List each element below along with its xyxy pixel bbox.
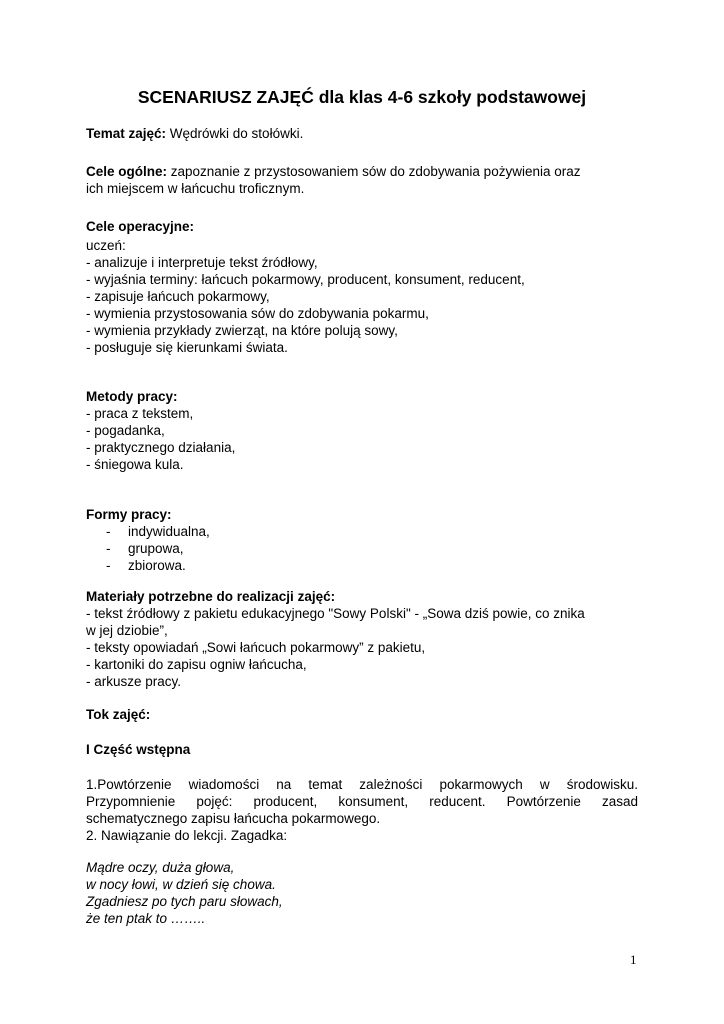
- part1-line3: schematycznego zapisu łańcucha pokarmowego.: [86, 811, 381, 826]
- forms-section: [86, 506, 638, 574]
- list-item: - praktycznego działania,: [86, 440, 236, 455]
- part1-line4: 2. Nawiązanie do lekcji. Zagadka:: [86, 828, 288, 843]
- general-goals-line2: ich miejscem w łańcuchu troficznym.: [86, 181, 305, 196]
- riddle-line: że ten ptak to ……..: [86, 911, 206, 926]
- part1-line2: Przypomnienie pojęć: producent, konsument, reducent. Powtórzenie zasad: [86, 794, 638, 809]
- materials-heading: Materiały potrzebne do realizacji zajęć:: [86, 589, 336, 604]
- topic-label: Temat zajęć:: [86, 126, 167, 141]
- list-item: - śniegowa kula.: [86, 457, 184, 472]
- list-item: - wyjaśnia terminy: łańcuch pokarmowy, producent, konsument, reducent,: [86, 272, 525, 287]
- part1-paragraph: [86, 776, 638, 844]
- operational-goals-heading: Cele operacyjne:: [86, 219, 195, 234]
- topic-paragraph: [86, 125, 638, 142]
- forms-list: [86, 523, 638, 574]
- methods-section: [86, 388, 638, 473]
- list-item: - pogadanka,: [86, 423, 165, 438]
- materials-line5: - arkusze pracy.: [86, 674, 182, 689]
- course-heading: Tok zajęć:: [86, 707, 151, 722]
- part1-line1: 1.Powtórzenie wiadomości na temat zależności pokarmowych w środowisku.: [86, 777, 638, 792]
- list-item: - zbiorowa.: [106, 558, 186, 573]
- list-item: - grupowa,: [106, 541, 184, 556]
- riddle-line: Mądre oczy, duża głowa,: [86, 860, 235, 875]
- riddle-line: Zgadniesz po tych paru słowach,: [86, 894, 283, 909]
- list-item: - analizuje i interpretuje tekst źródłowy,: [86, 255, 318, 270]
- list-item: - praca z tekstem,: [86, 406, 194, 421]
- operational-goals-intro: uczeń:: [86, 238, 126, 253]
- materials-line1: - tekst źródłowy z pakietu edukacyjnego "Sowy Polski" - „Sowa dziś powie, co znika: [86, 606, 585, 621]
- page-number: 1: [630, 952, 637, 967]
- part1-heading-block: [86, 741, 638, 758]
- part1-heading: I Część wstępna: [86, 742, 191, 757]
- list-item: - posługuje się kierunkami świata.: [86, 340, 288, 355]
- materials-line4: - kartoniki do zapisu ogniw łańcucha,: [86, 657, 307, 672]
- materials-line3: - teksty opowiadań „Sowi łańcuch pokarmowy” z pakietu,: [86, 640, 426, 655]
- list-item: - wymienia przystosowania sów do zdobywania pokarmu,: [86, 306, 429, 321]
- course-heading-block: [86, 706, 638, 723]
- general-goals-label: Cele ogólne:: [86, 164, 168, 179]
- operational-goals-section: [86, 218, 638, 356]
- list-item: - zapisuje łańcuch pokarmowy,: [86, 289, 270, 304]
- methods-heading: Metody pracy:: [86, 389, 178, 404]
- general-goals-paragraph: [86, 163, 638, 197]
- riddle-block: [86, 859, 638, 927]
- forms-heading: Formy pracy:: [86, 507, 172, 522]
- materials-line2: w jej dziobie”,: [86, 623, 168, 638]
- document-title: SCENARIUSZ ZAJĘĆ dla klas 4-6 szkoły podstawowej: [137, 87, 587, 107]
- list-item: - indywidualna,: [106, 524, 210, 539]
- topic-value: Wędrówki do stołówki.: [166, 126, 304, 141]
- general-goals-line1: zapoznanie z przystosowaniem sów do zdobywania pożywienia oraz: [167, 164, 581, 179]
- list-item: - wymienia przykłady zwierząt, na które polują sowy,: [86, 323, 398, 338]
- materials-section: [86, 588, 638, 690]
- riddle-line: w nocy łowi, w dzień się chowa.: [86, 877, 276, 892]
